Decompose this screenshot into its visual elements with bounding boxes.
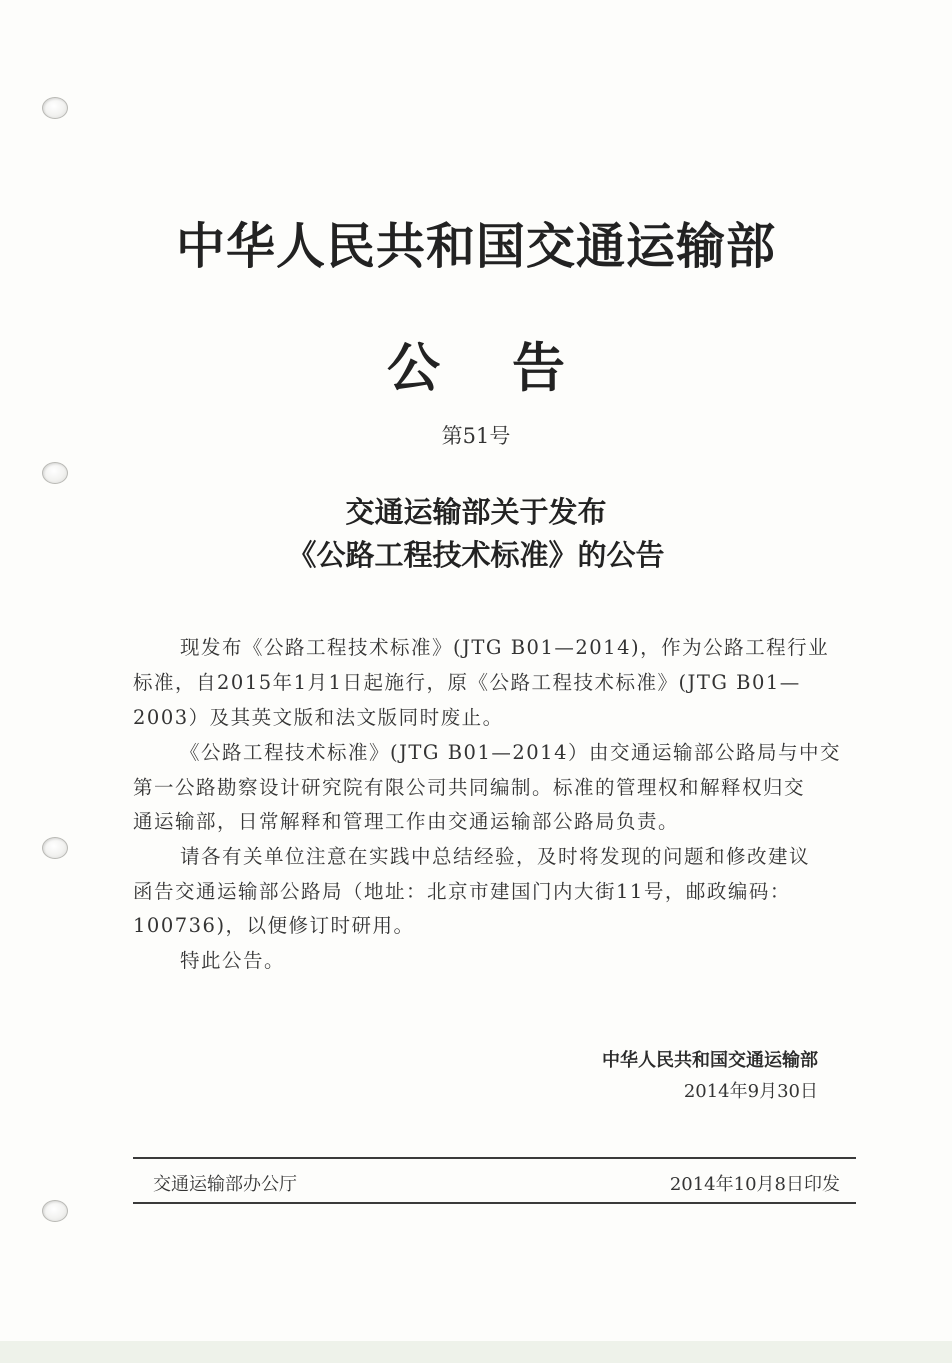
- body-line: 通运输部，日常解释和管理工作由交通运输部公路局负责。: [133, 810, 680, 833]
- signature-date: 2014年9月30日: [683, 1081, 818, 1102]
- body-line: 标准，自2015年1月1日起施行，原《公路工程技术标准》(JTG B01—: [133, 671, 801, 694]
- footer-print-date: 2014年10月8日印发: [669, 1174, 840, 1195]
- body-line: 第一公路勘察设计研究院有限公司共同编制。标准的管理权和解释权归交: [133, 776, 806, 799]
- announcement-heading-line-2: 《公路工程技术标准》的公告: [287, 538, 665, 572]
- issue-number: 第51号: [441, 424, 511, 448]
- footer-divider: [133, 1202, 856, 1204]
- page-edge: [0, 1341, 952, 1363]
- body-line: 2003）及其英文版和法文版同时废止。: [133, 706, 504, 729]
- footer-divider: [133, 1157, 856, 1159]
- binder-hole: [42, 462, 68, 484]
- body-line: 现发布《公路工程技术标准》(JTG B01—2014)，作为公路工程行业: [180, 636, 830, 659]
- document-type-title: 公告: [387, 337, 637, 399]
- body-line: 100736)，以便修订时研用。: [133, 914, 415, 937]
- ministry-title: 中华人民共和国交通运输部: [175, 217, 776, 275]
- body-line: 特此公告。: [180, 949, 286, 972]
- body-line: 请各有关单位注意在实践中总结经验，及时将发现的问题和修改建议: [180, 845, 811, 868]
- binder-hole: [42, 97, 68, 119]
- signature-organization: 中华人民共和国交通运输部: [602, 1050, 818, 1071]
- announcement-heading-line-1: 交通运输部关于发布: [345, 495, 607, 529]
- body-line: 函告交通运输部公路局（地址：北京市建国门内大街11号，邮政编码：: [133, 880, 791, 903]
- footer-issuer: 交通运输部办公厅: [153, 1174, 297, 1195]
- body-line: 《公路工程技术标准》(JTG B01—2014）由交通运输部公路局与中交: [180, 741, 841, 764]
- binder-hole: [42, 837, 68, 859]
- binder-hole: [42, 1200, 68, 1222]
